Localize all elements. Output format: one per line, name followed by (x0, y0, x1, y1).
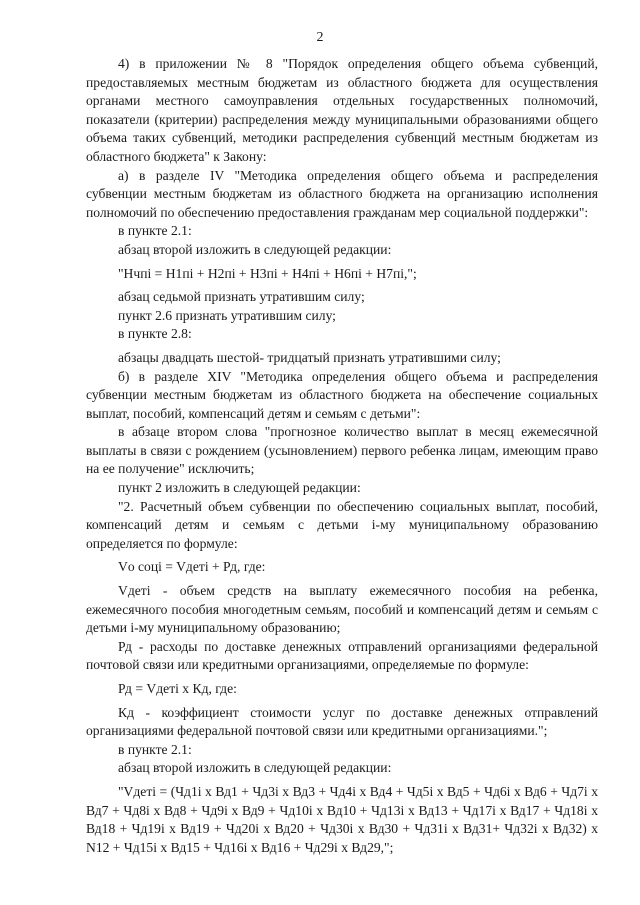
paragraph-rd-definition: Рд - расходы по доставке денежных отправлений организациями федеральной почтовой связи или кредитными организациями, определяемые по формуле: (86, 638, 598, 673)
formula-rd: Рд = Vдетi х Кд, где: (118, 681, 237, 696)
paragraph-item-4: 4) в приложении № 8 "Порядок определения общего объема субвенций, предоставляемых местным бюджетам из областного бюджета для осуществления органами местного самоуправления отдельных государственных полномочий, показатели (критерии) распределения между муниципальными образованиями общего объема таких субвенций, методики распределения субвенций местным бюджетам из областного бюджета" к Закону: (86, 56, 598, 164)
paragraph-point-2-1-second: в пункте 2.1: (118, 741, 192, 757)
paragraph-point-2-1: в пункте 2.1: (118, 223, 192, 239)
paragraph-vdet-definition: Vдетi - объем средств на выплату ежемесячного пособия на ребенка, ежемесячного пособия многодетным семьям, пособий и компенсаций детям и семьям с детьми i-му муниципальному образованию; (86, 583, 598, 636)
paragraph-point-2-text: "2. Расчетный объем субвенции по обеспечению социальных выплат, пособий, компенсаций детям и семьям с детьми i-му муниципальному образованию определяется по формуле: (86, 498, 598, 551)
paragraph-point-2: пункт 2 изложить в следующей редакции: (118, 480, 361, 496)
document-body (86, 55, 598, 857)
formula-vdet: "Vдетi = (Чд1i х Вд1 + Чд3i х Вд3 + Чд4i х Вд4 + Чд5i х Вд5 + Чд6i х Вд6 + Чд7i х Вд7 + Чд8i х Вд8 + Чд9i х Вд9 + Чд10i х Вд10 + Чд13i х Вд13 + Чд17i х Вд17 + Чд18i х Вд18 + Чд19i х Вд19 + Чд20i х Вд20 + Чд30i х Вд30 + Чд31i х Вд31+ Чд32i х Вд32) х N12 + Чд15i х Вд15 + Чд16i х Вд16 + Чд29i х Вд29,"; (86, 783, 598, 855)
paragraph-second-abzac-second: абзац второй изложить в следующей редакции: (118, 760, 392, 776)
paragraph-seventh-abzac: абзац седьмой признать утратившим силу; (118, 289, 365, 305)
paragraph-subitem-a: а) в разделе IV "Методика определения общего объема и распределения субвенции местным бюджетам из областного бюджета на организацию исполнения полномочий по обеспечению предоставления гражданам мер социальной поддержки": (86, 167, 598, 220)
formula-nchp: "Нчпi = Н1пi + Н2пi + Н3пi + Н4пi + Н6пi + Н7пi,"; (118, 265, 417, 281)
paragraph-second-abzac: абзац второй изложить в следующей редакции: (118, 241, 392, 257)
paragraph-point-2-6: пункт 2.6 признать утратившим силу; (118, 307, 336, 323)
paragraph-abzacy-26-30: абзацы двадцать шестой- тридцатый признать утратившими силу; (118, 349, 501, 365)
paragraph-subitem-b: б) в разделе XIV "Методика определения общего объема и распределения субвенции местным бюджетам из областного бюджета на обеспечение социальных выплат, пособий, компенсаций детям и семьям с детьми": (86, 368, 598, 421)
formula-vo-soc: Vо соцi = Vдетi + Рд, где: (118, 559, 266, 575)
paragraph-abzac-second-words: в абзаце втором слова "прогнозное количество выплат в месяц ежемесячной выплаты в связи с рождением (усыновлением) первого ребенка лицам, имеющим право на ее получение" исключить; (86, 424, 598, 477)
paragraph-point-2-8: в пункте 2.8: (118, 326, 192, 342)
paragraph-kd-definition: Кд - коэффициент стоимости услуг по доставке денежных отправлений организациями федеральной почтовой связи или кредитными организациями."; (86, 704, 598, 739)
page-number: 2 (316, 30, 324, 45)
